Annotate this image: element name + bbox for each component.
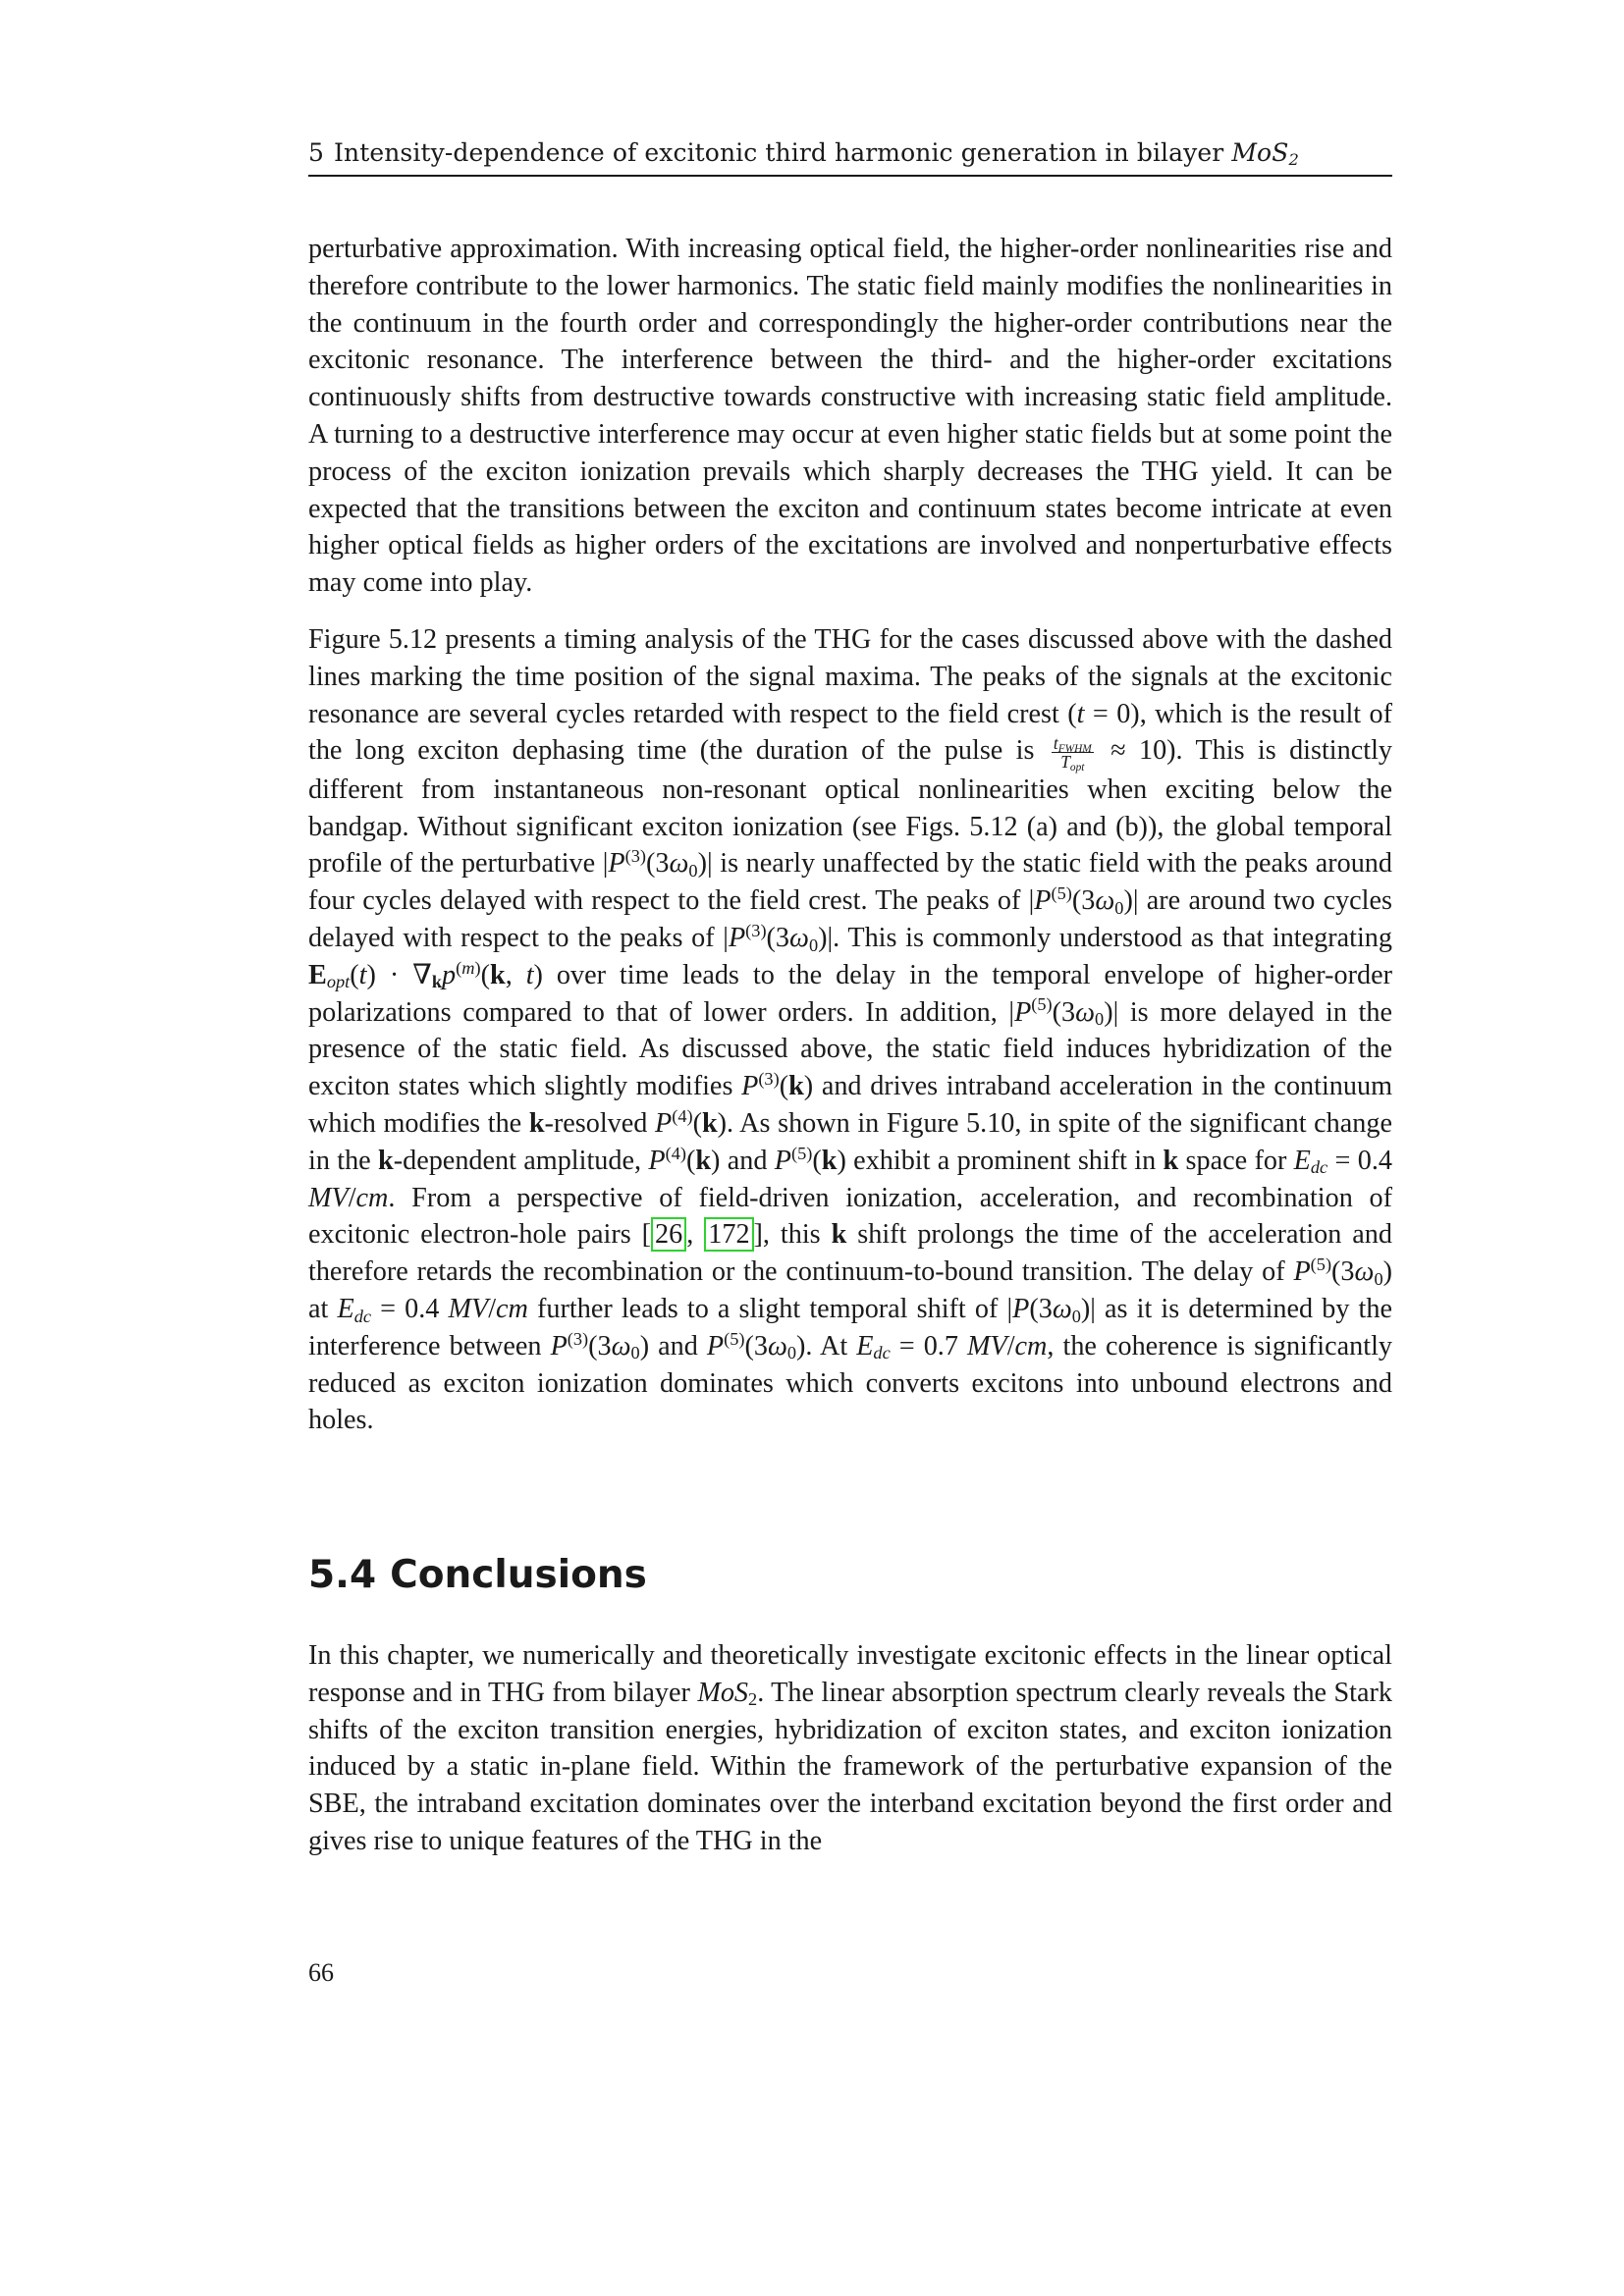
section-number: 5.4 bbox=[308, 1553, 377, 1597]
paragraph-timing-analysis: Figure 5.12 presents a timing analysis of the THG for the cases discussed above with the dashed lines marking the time position of the signal maxima. The peaks of the signals at the excitonic resonance are several cycles retarded with respect to the field crest (t = 0), which is the result of the long exciton dephasing time (the duration of the pulse is $\frac{t_{FWHM}}{T_{opt}}$ ≈ 10). This is distinctly different from instantaneous non-resonant optical nonlinearities when exciting below the bandgap. Without significant exciton ionization (see Figs. 5.12 (a) and (b)), the global temporal profile of the perturbative $|P^{(3)}(3\omega_0)|$ is nearly unaffected by the static field with the peaks around four cycles delayed with respect to the field crest. The peaks of $|P^{(5)}(3\omega_0)|$ are around two cycles delayed with respect to the peaks of $|P^{(3)}(3\omega_0)|$. This is commonly understood as that integrating $E_{opt}(t) \cdot \nabla_kp^{(m)}(k$, t) over time leads to the delay in the temporal envelope of higher-order polarizations compared to that of lower orders. In addition, $|P^{(5)}(3\omega_0)|$ is more delayed in the presence of the static field. As discussed above, the static field induces hybridization of the exciton states which slightly modifies $P^{(3)}(k)$ and drives intraband acceleration in the continuum which modifies the k-resolved $P^{(4)}(k)$. As shown in Figure 5.10, in spite of the significant change in the k-dependent amplitude, $P^{(4)}(k)$ and $P^{(5)}(k)$ exhibit a prominent shift in k space for $E_{dc} = 0.4$ MV/cm. From a perspective of field-driven ionization, acceleration, and recombination of excitonic electron-hole pairs [ 26 , 172 ], this k shift prolongs the time of the acceleration and therefore retards the recombination or the continuum-to-bound transition. The delay of $P^{(5)}(3\omega_0)$ at $E_{dc} = 0.4$ MV/cm further leads to a slight temporal shift of $|P(3\omega_0)|$ as it is determined by the interference between $P^{(3)}(3\omega_0)$ and $P^{(5)}(3\omega_0)$. At $E_{dc} = 0.7$ MV/cm, the coherence is significantly reduced as exciton ionization dominates which converts excitons into unbound electrons and holes. bbox=[308, 624, 1392, 1436]
running-header bbox=[308, 136, 1392, 170]
chapter-title: Intensity-dependence of excitonic third harmonic generation in bilayer bbox=[334, 138, 1224, 167]
chapter-number: 5 bbox=[308, 138, 325, 167]
chapter-material: MoS$_2$ bbox=[1231, 138, 1299, 170]
header-rule bbox=[308, 175, 1392, 177]
citation-link-26[interactable]: 26 bbox=[651, 1217, 686, 1252]
paragraph-perturbative: perturbative approximation. With increasing optical field, the higher-order nonlinearities rise and therefore contribute to the lower harmonics. The static field mainly modifies the nonlinearities in the continuum in the fourth order and correspondingly the higher-order contributions near the excitonic resonance. The interference between the third- and the higher-order excitations continuously shifts from destructive towards constructive with increasing static field amplitude. A turning to a destructive interference may occur at even higher static fields but at some point the process of the exciton ionization prevails which sharply decreases the THG yield. It can be expected that the transitions between the exciton and continuum states become intricate at even higher optical fields as higher orders of the excitations are involved and nonperturbative effects may come into play. bbox=[308, 234, 1392, 599]
citation-link-172[interactable]: 172 bbox=[704, 1217, 753, 1252]
page-number: 66 bbox=[308, 1958, 334, 1987]
section-title: Conclusions bbox=[390, 1553, 647, 1597]
pulse-duration-fraction: $\frac{t_{FWHM}}{T_{opt}}$ bbox=[1053, 733, 1092, 774]
section-heading bbox=[308, 1551, 647, 1600]
paragraph-conclusions: In this chapter, we numerically and theoretically investigate excitonic effects in the linear optical response and in THG from bilayer MoS$_2$. The linear absorption spectrum clearly reveals the Stark shifts of the exciton transition energies, hybridization of exciton states, and exciton ionization induced by a static in-plane field. Within the framework of the perturbative expansion of the SBE, the intraband excitation dominates over the interband excitation beyond the first order and gives rise to unique features of the THG in the bbox=[308, 1640, 1392, 1856]
